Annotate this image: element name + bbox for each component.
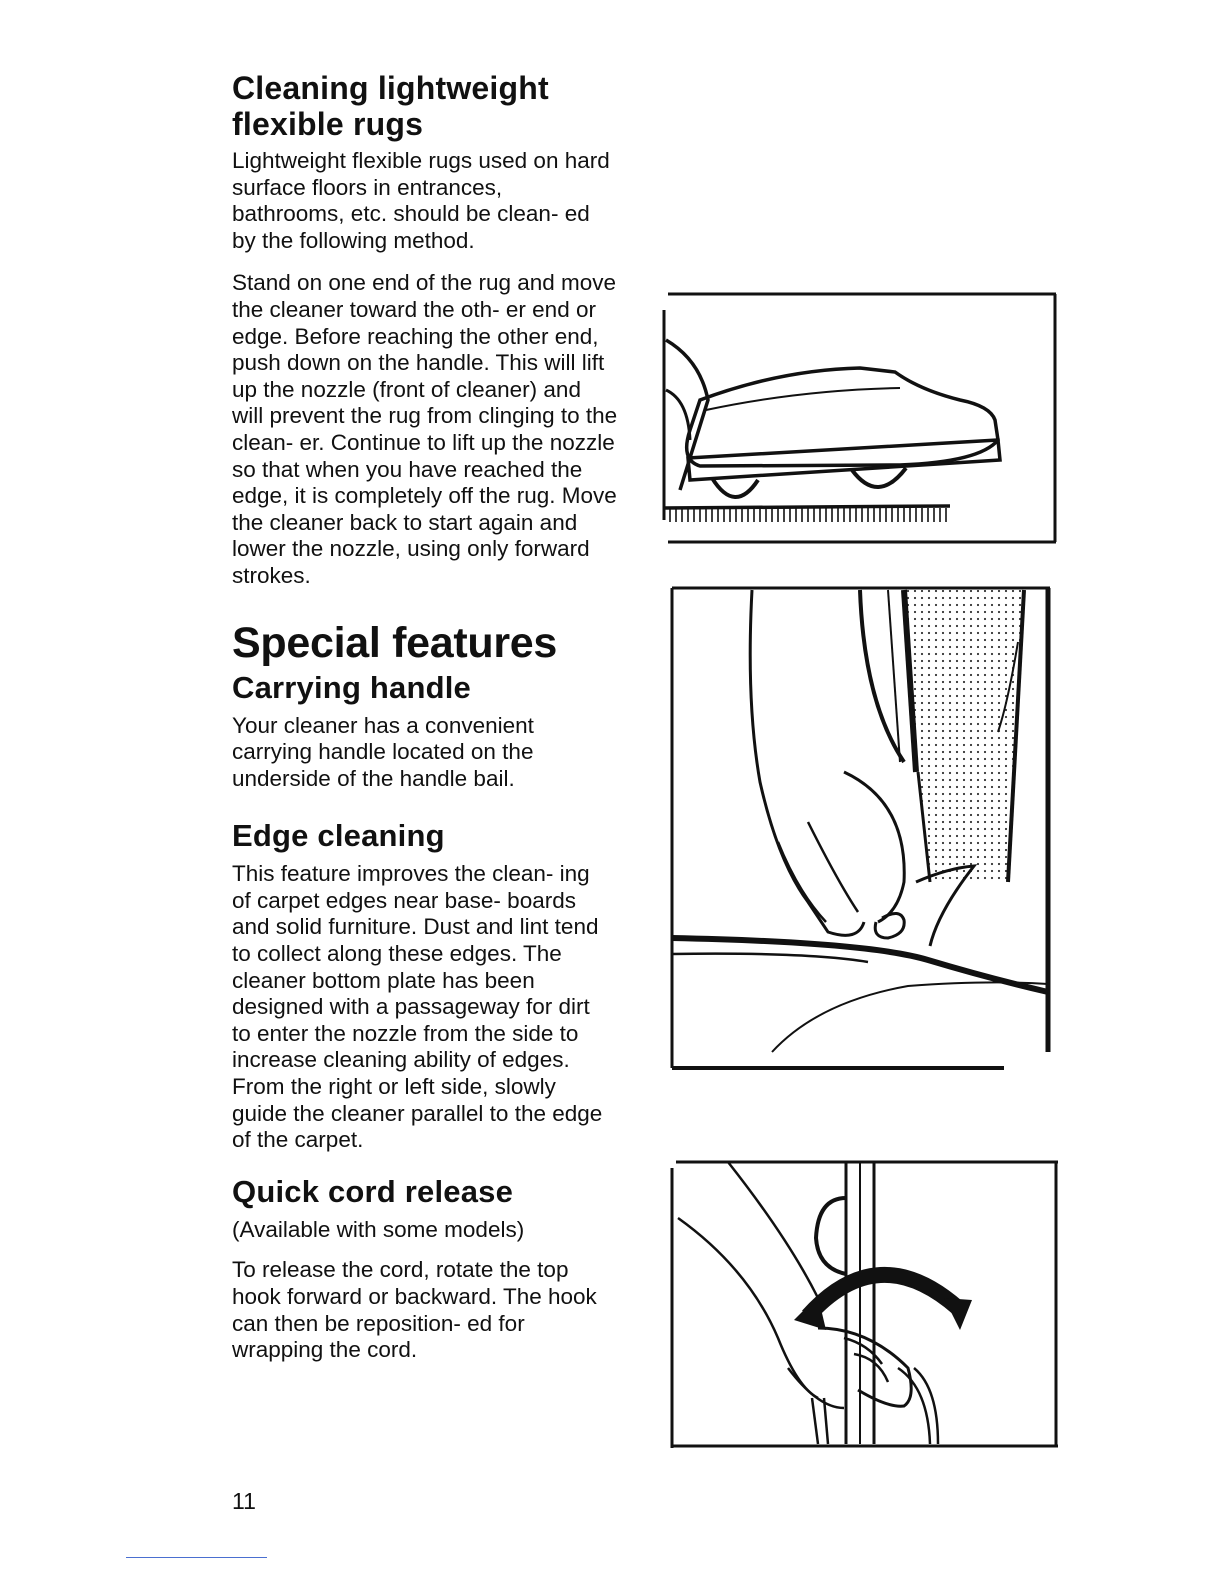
rugs-heading: Cleaning lightweight flexible rugs xyxy=(232,70,549,142)
hand-at-carpet-edge-illustration xyxy=(668,582,1054,1074)
quick-cord-release-note: (Available with some models) xyxy=(232,1216,525,1242)
quick-cord-release-paragraph: To release the cord, rotate the top hook forward or backward. The hook can then be reposition- ed for wrapping the cord. xyxy=(232,1257,597,1363)
page-number: 11 xyxy=(232,1488,256,1514)
quick-cord-release-heading: Quick cord release xyxy=(232,1173,514,1209)
footer-rule xyxy=(126,1557,267,1558)
rugs-paragraph-1: Lightweight flexible rugs used on hard surface floors in entrances, bathrooms, etc. should be clean- ed by the following method. xyxy=(232,148,610,253)
edge-cleaning-heading: Edge cleaning xyxy=(232,818,445,854)
carrying-handle-heading: Carrying handle xyxy=(232,669,471,705)
special-features-heading: Special features xyxy=(232,618,558,667)
edge-cleaning-paragraph: This feature improves the clean- ing of carpet edges near base- boards and solid furniture. Dust and lint tend to collect along these edges. The cleaner bottom plate has been designed with a passageway for dirt to enter the nozzle from the side to increase cleaning ability of edges. From the right or left side, slowly guide the cleaner parallel to the edge of the carpet. xyxy=(232,861,603,1153)
rugs-paragraph-2: Stand on one end of the rug and move the cleaner toward the oth- er end or edge. Before reaching the other end, push down on the handle. This will lift up the nozzle (front of cleaner) and will prevent the rug from clinging to the clean- er. Continue to lift up the nozzle so that when you have reached the edge, it is completely off the rug. Move the cleaner back to start again and lower the nozzle, using only forward strokes. xyxy=(232,270,618,588)
text-column xyxy=(232,70,622,1364)
carrying-handle-paragraph: Your cleaner has a convenient carrying handle located on the underside of the handle bail. xyxy=(232,712,534,791)
vacuum-on-rug-illustration xyxy=(660,290,1060,546)
hand-rotating-cord-hook-illustration xyxy=(668,1158,1062,1454)
